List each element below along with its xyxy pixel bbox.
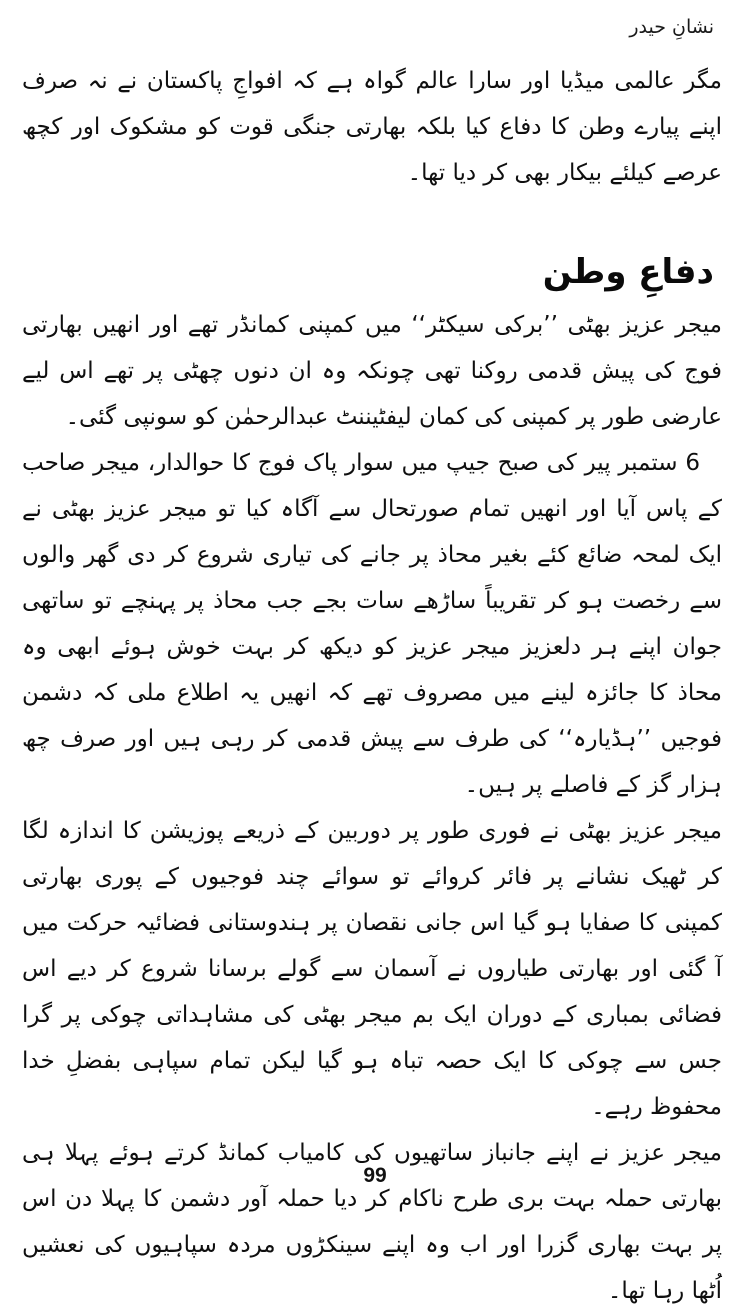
section-heading: دفاعِ وطن (542, 252, 714, 292)
body-paragraph: میجر عزیز بھٹی ’’برکی سیکٹر‘‘ میں کمپنی کمانڈر تھے اور انھیں بھارتی فوج کی پیش قدمی روکنا تھی چونکہ وہ ان دنوں چھٹی پر تھے اس لیے عارضی طور پر کمپنی کی کمان لیفٹیننٹ عبدالرحمٰن کو سونپی گئی۔ (22, 312, 722, 430)
section-body (22, 302, 722, 1314)
body-paragraph: 6 ستمبر پیر کی صبح جیپ میں سوار پاک فوج کا حوالدار، میجر صاحب کے پاس آیا اور انھیں تمام صورتحال سے آگاہ کیا تو میجر عزیز بھٹی نے ایک لمحہ ضائع کئے بغیر محاذ پر جانے کی تیاری شروع کر دی گھر والوں سے رخصت ہو کر تقریباً ساڑھے سات بجے جب محاذ پر پہنچے تو ساتھی جوان اپنے ہر دلعزیز میجر عزیز کو دیکھ کر بہت خوش ہوئے ابھی وہ محاذ کا جائزہ لینے میں مصروف تھے کہ انھیں یہ اطلاع ملی کہ دشمن فوجیں ’’ہڈیارہ‘‘ کی طرف سے پیش قدمی کر رہی ہیں اور صرف چھ ہزار گز کے فاصلے پر ہیں۔ (22, 450, 722, 798)
intro-paragraph: مگر عالمی میڈیا اور سارا عالم گواہ ہے کہ افواجِ پاکستان نے نہ صرف اپنے پیارے وطن کا دفاع کیا بلکہ بھارتی جنگی قوت کو مشکوک اور کچھ عرصے کیلئے بیکار بھی کر دیا تھا۔ (22, 68, 722, 186)
page-number: 99 (363, 1164, 387, 1187)
intro-text-block (22, 58, 722, 196)
running-header: نشانِ حیدر (629, 16, 714, 38)
body-paragraph: میجر عزیز بھٹی نے فوری طور پر دوربین کے ذریعے پوزیشن کا اندازہ لگا کر ٹھیک نشانے پر فائر کروائے تو سوائے چند فوجیوں کے پوری بھارتی کمپنی کا صفایا ہو گیا اس جانی نقصان پر ہندوستانی فضائیہ حرکت میں آ گئی اور بھارتی طیاروں نے آسمان سے گولے برسانا شروع کر دیے اس فضائی بمباری کے دوران ایک بم میجر بھٹی کی مشاہداتی چوکی پر گرا جس سے چوکی کا ایک حصہ تباہ ہو گیا لیکن تمام سپاہی بفضلِ خدا محفوظ رہے۔ (22, 818, 722, 1120)
body-paragraph: میجر عزیز نے اپنے جانباز ساتھیوں کی کامیاب کمانڈ کرتے ہوئے پہلا ہی بھارتی حملہ بہت بری طرح ناکام کر دیا حملہ آور دشمن کا پہلا دن اس پر بہت بھاری گزرا اور اب وہ اپنے سینکڑوں مردہ سپاہیوں کی نعشیں اُٹھا رہا تھا۔ (22, 1140, 722, 1304)
